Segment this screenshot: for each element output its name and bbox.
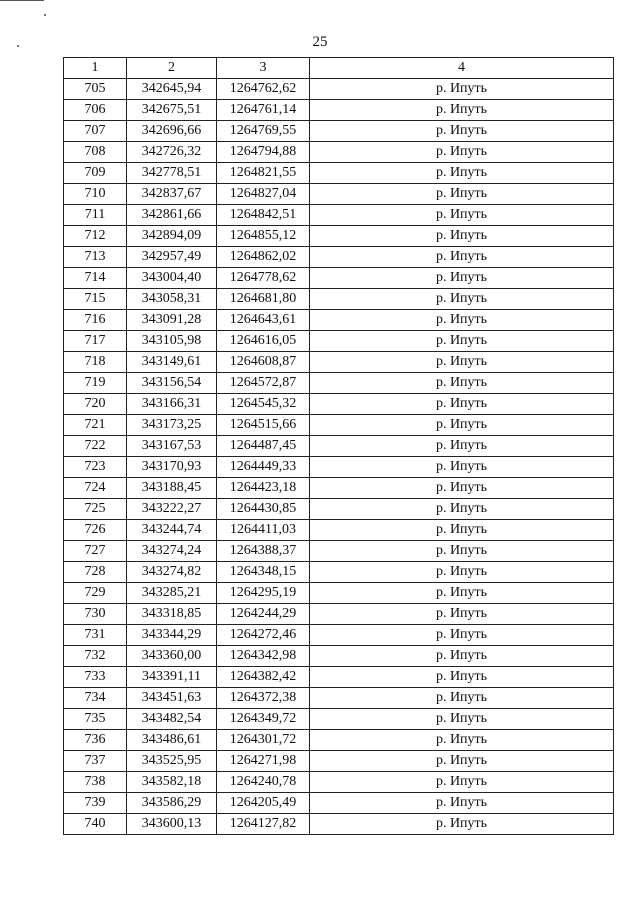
y-coordinate-cell: 1264769,55 <box>217 121 310 142</box>
description-cell: р. Ипуть <box>310 583 614 604</box>
description-cell: р. Ипуть <box>310 730 614 751</box>
x-coordinate-cell: 343166,31 <box>127 394 217 415</box>
x-coordinate-cell: 342837,67 <box>127 184 217 205</box>
table-row <box>64 205 614 226</box>
table-row <box>64 688 614 709</box>
x-coordinate-cell: 343525,95 <box>127 751 217 772</box>
point-number-cell: 722 <box>64 436 127 457</box>
y-coordinate-cell: 1264301,72 <box>217 730 310 751</box>
description-cell: р. Ипуть <box>310 520 614 541</box>
point-number-cell: 737 <box>64 751 127 772</box>
y-coordinate-cell: 1264778,62 <box>217 268 310 289</box>
x-coordinate-cell: 342675,51 <box>127 100 217 121</box>
description-cell: р. Ипуть <box>310 79 614 100</box>
x-coordinate-cell: 343149,61 <box>127 352 217 373</box>
x-coordinate-cell: 342645,94 <box>127 79 217 100</box>
description-cell: р. Ипуть <box>310 541 614 562</box>
description-cell: р. Ипуть <box>310 163 614 184</box>
x-coordinate-cell: 342957,49 <box>127 247 217 268</box>
point-number-cell: 714 <box>64 268 127 289</box>
description-cell: р. Ипуть <box>310 247 614 268</box>
description-cell: р. Ипуть <box>310 205 614 226</box>
point-number-cell: 706 <box>64 100 127 121</box>
table-row <box>64 331 614 352</box>
y-coordinate-cell: 1264643,61 <box>217 310 310 331</box>
table-row <box>64 646 614 667</box>
x-coordinate-cell: 343360,00 <box>127 646 217 667</box>
y-coordinate-cell: 1264487,45 <box>217 436 310 457</box>
y-coordinate-cell: 1264608,87 <box>217 352 310 373</box>
table-row <box>64 184 614 205</box>
point-number-cell: 726 <box>64 520 127 541</box>
description-cell: р. Ипуть <box>310 457 614 478</box>
x-coordinate-cell: 343482,54 <box>127 709 217 730</box>
point-number-cell: 739 <box>64 793 127 814</box>
description-cell: р. Ипуть <box>310 499 614 520</box>
x-coordinate-cell: 343058,31 <box>127 289 217 310</box>
description-cell: р. Ипуть <box>310 667 614 688</box>
x-coordinate-cell: 343170,93 <box>127 457 217 478</box>
y-coordinate-cell: 1264240,78 <box>217 772 310 793</box>
point-number-cell: 740 <box>64 814 127 835</box>
x-coordinate-cell: 343486,61 <box>127 730 217 751</box>
y-coordinate-cell: 1264348,15 <box>217 562 310 583</box>
table-row <box>64 478 614 499</box>
table-row <box>64 793 614 814</box>
x-coordinate-cell: 342894,09 <box>127 226 217 247</box>
point-number-cell: 717 <box>64 331 127 352</box>
point-number-cell: 716 <box>64 310 127 331</box>
description-cell: р. Ипуть <box>310 772 614 793</box>
table-row <box>64 814 614 835</box>
description-cell: р. Ипуть <box>310 289 614 310</box>
y-coordinate-cell: 1264272,46 <box>217 625 310 646</box>
point-number-cell: 732 <box>64 646 127 667</box>
description-cell: р. Ипуть <box>310 415 614 436</box>
table-row <box>64 541 614 562</box>
description-cell: р. Ипуть <box>310 814 614 835</box>
point-number-cell: 721 <box>64 415 127 436</box>
y-coordinate-cell: 1264572,87 <box>217 373 310 394</box>
x-coordinate-cell: 342696,66 <box>127 121 217 142</box>
description-cell: р. Ипуть <box>310 268 614 289</box>
point-number-cell: 705 <box>64 79 127 100</box>
x-coordinate-cell: 343244,74 <box>127 520 217 541</box>
x-coordinate-cell: 343582,18 <box>127 772 217 793</box>
table-row <box>64 121 614 142</box>
point-number-cell: 736 <box>64 730 127 751</box>
x-coordinate-cell: 343188,45 <box>127 478 217 499</box>
table-row <box>64 415 614 436</box>
y-coordinate-cell: 1264761,14 <box>217 100 310 121</box>
table-row <box>64 436 614 457</box>
point-number-cell: 727 <box>64 541 127 562</box>
y-coordinate-cell: 1264794,88 <box>217 142 310 163</box>
y-coordinate-cell: 1264762,62 <box>217 79 310 100</box>
table-row <box>64 625 614 646</box>
y-coordinate-cell: 1264342,98 <box>217 646 310 667</box>
description-cell: р. Ипуть <box>310 436 614 457</box>
description-cell: р. Ипуть <box>310 226 614 247</box>
point-number-cell: 733 <box>64 667 127 688</box>
point-number-cell: 719 <box>64 373 127 394</box>
y-coordinate-cell: 1264295,19 <box>217 583 310 604</box>
column-header-4: 4 <box>310 58 614 79</box>
point-number-cell: 723 <box>64 457 127 478</box>
x-coordinate-cell: 343391,11 <box>127 667 217 688</box>
description-cell: р. Ипуть <box>310 394 614 415</box>
table-row <box>64 772 614 793</box>
x-coordinate-cell: 343285,21 <box>127 583 217 604</box>
description-cell: р. Ипуть <box>310 478 614 499</box>
table-row <box>64 163 614 184</box>
description-cell: р. Ипуть <box>310 625 614 646</box>
table-row <box>64 667 614 688</box>
point-number-cell: 712 <box>64 226 127 247</box>
y-coordinate-cell: 1264842,51 <box>217 205 310 226</box>
table-row <box>64 310 614 331</box>
table-body <box>64 79 614 835</box>
description-cell: р. Ипуть <box>310 184 614 205</box>
table-row <box>64 562 614 583</box>
description-cell: р. Ипуть <box>310 604 614 625</box>
table-row <box>64 79 614 100</box>
scan-corner-line <box>0 0 44 1</box>
y-coordinate-cell: 1264855,12 <box>217 226 310 247</box>
point-number-cell: 715 <box>64 289 127 310</box>
y-coordinate-cell: 1264388,37 <box>217 541 310 562</box>
table-row <box>64 226 614 247</box>
point-number-cell: 713 <box>64 247 127 268</box>
x-coordinate-cell: 343274,24 <box>127 541 217 562</box>
description-cell: р. Ипуть <box>310 562 614 583</box>
table-row <box>64 604 614 625</box>
y-coordinate-cell: 1264205,49 <box>217 793 310 814</box>
x-coordinate-cell: 342726,32 <box>127 142 217 163</box>
x-coordinate-cell: 343222,27 <box>127 499 217 520</box>
y-coordinate-cell: 1264349,72 <box>217 709 310 730</box>
point-number-cell: 730 <box>64 604 127 625</box>
y-coordinate-cell: 1264372,38 <box>217 688 310 709</box>
table-row <box>64 751 614 772</box>
description-cell: р. Ипуть <box>310 646 614 667</box>
y-coordinate-cell: 1264821,55 <box>217 163 310 184</box>
description-cell: р. Ипуть <box>310 793 614 814</box>
description-cell: р. Ипуть <box>310 373 614 394</box>
description-cell: р. Ипуть <box>310 751 614 772</box>
point-number-cell: 709 <box>64 163 127 184</box>
point-number-cell: 724 <box>64 478 127 499</box>
y-coordinate-cell: 1264423,18 <box>217 478 310 499</box>
point-number-cell: 718 <box>64 352 127 373</box>
table-row <box>64 520 614 541</box>
description-cell: р. Ипуть <box>310 100 614 121</box>
y-coordinate-cell: 1264411,03 <box>217 520 310 541</box>
y-coordinate-cell: 1264449,33 <box>217 457 310 478</box>
scan-speck <box>44 14 46 16</box>
y-coordinate-cell: 1264430,85 <box>217 499 310 520</box>
table-row <box>64 100 614 121</box>
table-row <box>64 583 614 604</box>
table-row <box>64 730 614 751</box>
description-cell: р. Ипуть <box>310 352 614 373</box>
point-number-cell: 708 <box>64 142 127 163</box>
x-coordinate-cell: 343586,29 <box>127 793 217 814</box>
table-row <box>64 373 614 394</box>
table-row <box>64 499 614 520</box>
x-coordinate-cell: 343156,54 <box>127 373 217 394</box>
point-number-cell: 720 <box>64 394 127 415</box>
table-row <box>64 709 614 730</box>
table-header <box>64 58 614 79</box>
x-coordinate-cell: 342778,51 <box>127 163 217 184</box>
description-cell: р. Ипуть <box>310 709 614 730</box>
y-coordinate-cell: 1264862,02 <box>217 247 310 268</box>
column-header-1: 1 <box>64 58 127 79</box>
point-number-cell: 707 <box>64 121 127 142</box>
y-coordinate-cell: 1264681,80 <box>217 289 310 310</box>
point-number-cell: 731 <box>64 625 127 646</box>
column-header-2: 2 <box>127 58 217 79</box>
x-coordinate-cell: 343091,28 <box>127 310 217 331</box>
page-number: 25 <box>312 34 328 50</box>
y-coordinate-cell: 1264271,98 <box>217 751 310 772</box>
table-row <box>64 289 614 310</box>
column-header-3: 3 <box>217 58 310 79</box>
description-cell: р. Ипуть <box>310 121 614 142</box>
y-coordinate-cell: 1264244,29 <box>217 604 310 625</box>
description-cell: р. Ипуть <box>310 142 614 163</box>
x-coordinate-cell: 343344,29 <box>127 625 217 646</box>
table-row <box>64 352 614 373</box>
coordinates-table <box>63 57 614 835</box>
point-number-cell: 711 <box>64 205 127 226</box>
point-number-cell: 710 <box>64 184 127 205</box>
x-coordinate-cell: 343105,98 <box>127 331 217 352</box>
y-coordinate-cell: 1264515,66 <box>217 415 310 436</box>
table-row <box>64 457 614 478</box>
y-coordinate-cell: 1264382,42 <box>217 667 310 688</box>
table-row <box>64 247 614 268</box>
x-coordinate-cell: 342861,66 <box>127 205 217 226</box>
x-coordinate-cell: 343451,63 <box>127 688 217 709</box>
x-coordinate-cell: 343167,53 <box>127 436 217 457</box>
x-coordinate-cell: 343004,40 <box>127 268 217 289</box>
table-row <box>64 142 614 163</box>
description-cell: р. Ипуть <box>310 688 614 709</box>
point-number-cell: 725 <box>64 499 127 520</box>
y-coordinate-cell: 1264545,32 <box>217 394 310 415</box>
description-cell: р. Ипуть <box>310 310 614 331</box>
x-coordinate-cell: 343600,13 <box>127 814 217 835</box>
x-coordinate-cell: 343173,25 <box>127 415 217 436</box>
description-cell: р. Ипуть <box>310 331 614 352</box>
table-row <box>64 394 614 415</box>
y-coordinate-cell: 1264827,04 <box>217 184 310 205</box>
table-row <box>64 268 614 289</box>
x-coordinate-cell: 343274,82 <box>127 562 217 583</box>
x-coordinate-cell: 343318,85 <box>127 604 217 625</box>
point-number-cell: 728 <box>64 562 127 583</box>
point-number-cell: 734 <box>64 688 127 709</box>
point-number-cell: 729 <box>64 583 127 604</box>
point-number-cell: 735 <box>64 709 127 730</box>
y-coordinate-cell: 1264127,82 <box>217 814 310 835</box>
point-number-cell: 738 <box>64 772 127 793</box>
y-coordinate-cell: 1264616,05 <box>217 331 310 352</box>
table-header-row <box>64 58 614 79</box>
